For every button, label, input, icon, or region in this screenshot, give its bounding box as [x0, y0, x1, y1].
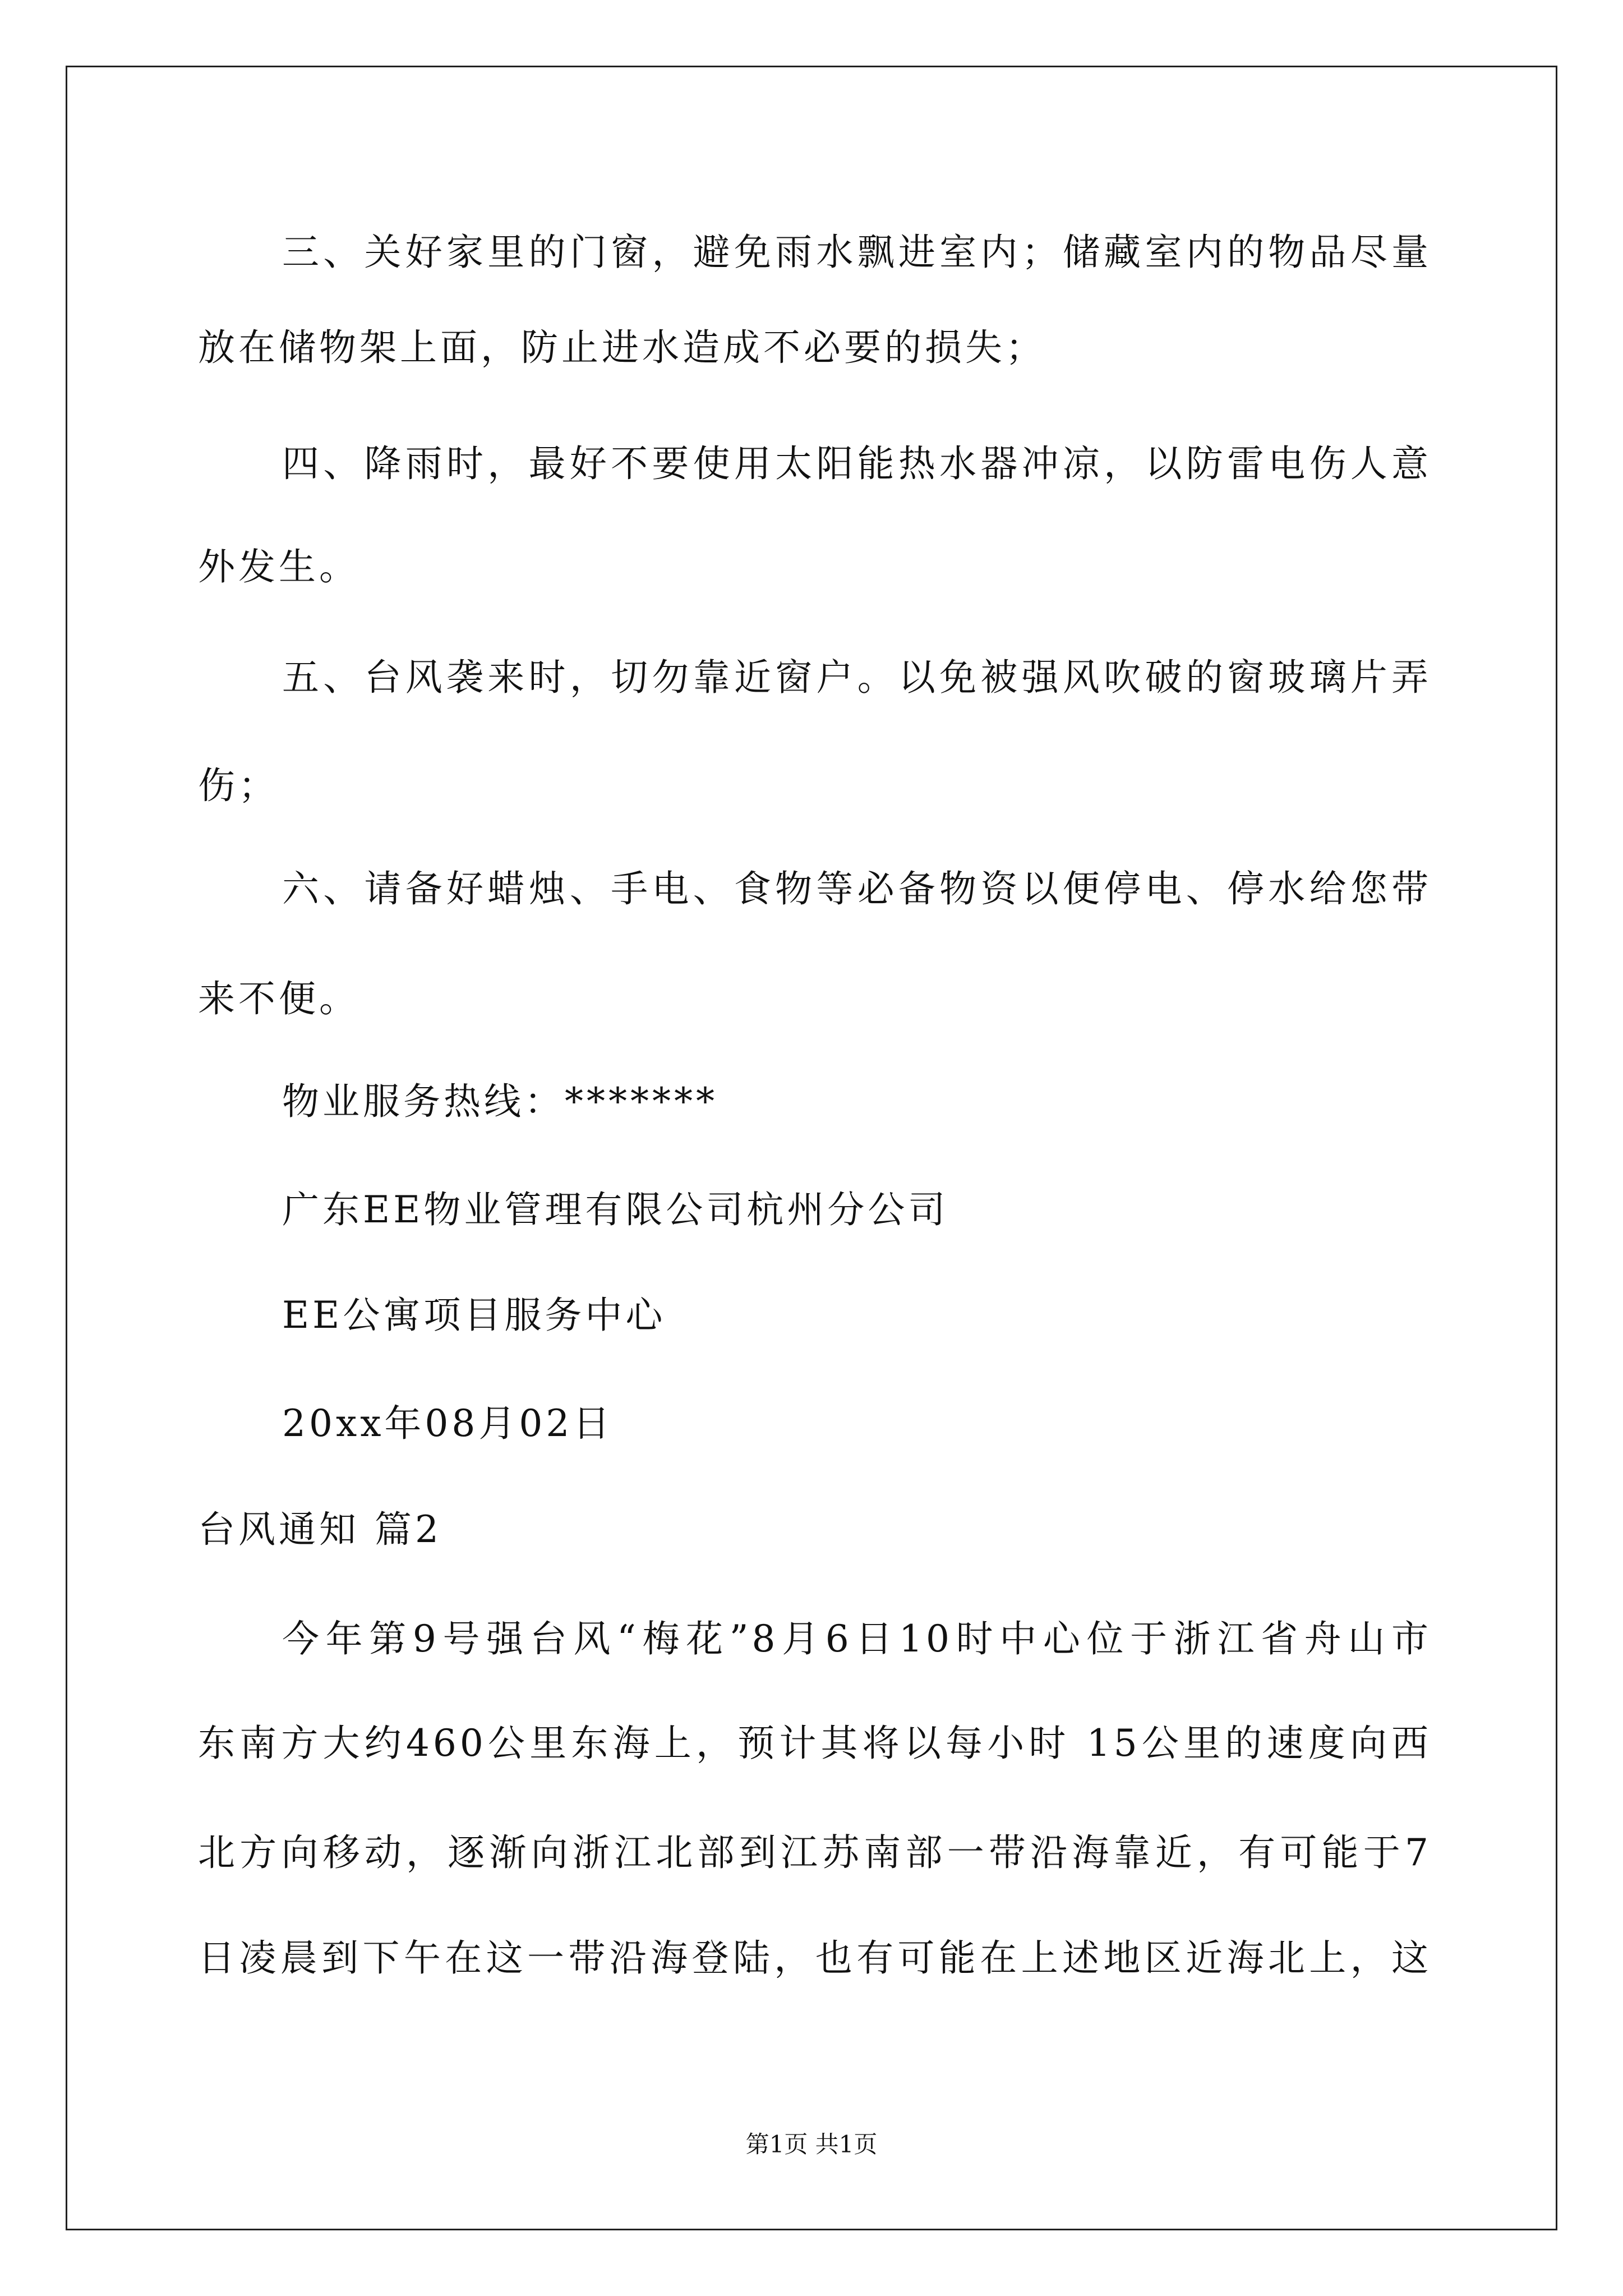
- paragraph-five-line-2: 伤；: [198, 764, 279, 807]
- service-center-name: EE公寓项目服务中心: [282, 1294, 666, 1337]
- paragraph-five-line-1: 五、台风袭来时，切勿靠近窗户。以免被强风吹破的窗玻璃片弄: [282, 656, 1432, 699]
- section-title: 台风通知 篇2: [198, 1508, 442, 1551]
- paragraph-three-line-2: 放在储物架上面，防止进水造成不必要的损失；: [198, 326, 1046, 369]
- page-footer: 第1页 共1页: [745, 2131, 878, 2158]
- section2-line-4: 日凌晨到下午在这一带沿海登陆，也有可能在上述地区近海北上，这: [198, 1936, 1432, 1980]
- paragraph-four-line-2: 外发生。: [198, 545, 359, 588]
- paragraph-six-line-2: 来不便。: [198, 977, 359, 1020]
- paragraph-three-line-1: 三、关好家里的门窗，避免雨水飘进室内；储藏室内的物品尽量: [282, 231, 1432, 274]
- page-border: [66, 66, 1557, 2230]
- section2-line-1: 今年第9号强台风“梅花”8月6日10时中心位于浙江省舟山市: [282, 1617, 1432, 1660]
- paragraph-six-line-1: 六、请备好蜡烛、手电、食物等必备物资以便停电、停水给您带: [282, 867, 1432, 910]
- section2-line-2: 东南方大约460公里东海上，预计其将以每小时 15公里的速度向西: [198, 1722, 1432, 1765]
- hotline-text: 物业服务热线：*******: [282, 1080, 718, 1123]
- notice-date: 20xx年08月02日: [282, 1402, 614, 1445]
- section2-line-3: 北方向移动，逐渐向浙江北部到江苏南部一带沿海靠近，有可能于7: [198, 1831, 1432, 1874]
- paragraph-four-line-1: 四、降雨时，最好不要使用太阳能热水器冲凉，以防雷电伤人意: [282, 442, 1432, 485]
- company-name: 广东EE物业管理有限公司杭州分公司: [282, 1188, 949, 1231]
